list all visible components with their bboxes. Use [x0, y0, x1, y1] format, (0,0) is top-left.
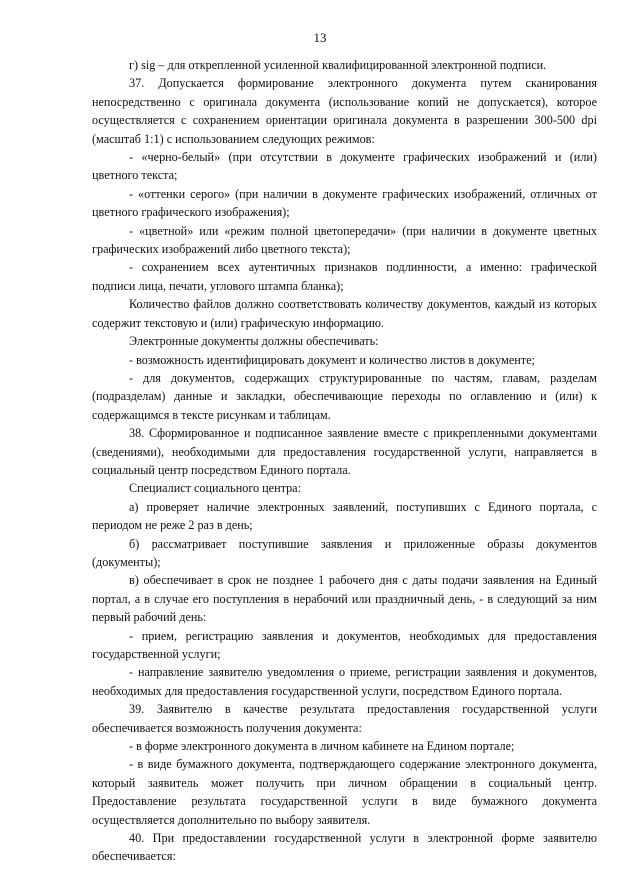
paragraph-39: 39. Заявителю в качестве результата предоставления государственной услуги обеспечивается возможность получения документа: [92, 702, 597, 735]
paragraph-38: 38. Сформированное и подписанное заявление вместе с прикрепленными документами (сведениями), необходимыми для предоставления государственной услуги, направляется в социальный центр посредством Единого портала. [92, 426, 597, 477]
paragraph-40: 40. При предоставлении государственной услуги в электронной форме заявителю обеспечивается: [92, 831, 597, 864]
list-item-identification: - возможность идентифицировать документ и количество листов в документе; [129, 352, 535, 367]
list-item-notification: - направление заявителю уведомления о приеме, регистрации заявления и документов, необходимых для предоставления государственной услуги, посредством Единого портала. [92, 665, 597, 698]
paragraph-file-count: Количество файлов должно соответствовать количеству документов, каждый из которых содержит текстовую и (или) графическую информацию. [92, 297, 597, 330]
list-item-b: б) рассматривает поступившие заявления и приложенные образы документов (документы); [92, 536, 597, 569]
list-item-c: в) обеспечивает в срок не позднее 1 рабочего дня с даты подачи заявления на Единый портал, а в случае его поступления в нерабочий или праздничный день, - в следующий за ним первый рабочий день: [92, 573, 597, 625]
list-item-black-white: - «черно-белый» (при отсутствии в документе графических изображений и (или) цветного текста; [92, 150, 597, 183]
list-item-color: - «цветной» или «режим полной цветопередачи» (при наличии в документе цветных графических изображений либо цветного текста); [92, 223, 597, 257]
list-item-structured-docs: - для документов, содержащих структурированные по частям, главам, разделам (подразделам) данные и закладки, обеспечивающие переходы по оглавлению и (или) к содержащимся в тексте рисункам и таблицам. [92, 370, 597, 422]
list-item-registration: - прием, регистрацию заявления и документов, необходимых для предоставления государственной услуги; [92, 628, 597, 661]
document-body [92, 56, 597, 866]
list-item-a: а) проверяет наличие электронных заявлений, поступивших с Единого портала, с периодом не реже 2 раз в день; [92, 499, 597, 533]
paragraph-sig-item: г) sig – для открепленной усиленной квалифицированной электронной подписи. [129, 58, 547, 72]
list-item-grayscale: - «оттенки серого» (при наличии в документе графических изображений, отличных от цветного графического изображения); [92, 186, 597, 220]
paragraph-specialist-intro: Специалист социального центра: [129, 481, 301, 496]
list-item-authenticity: - сохранением всех аутентичных признаков подлинности, а именно: графической подписи лица, печати, углового штампа бланка); [92, 260, 597, 293]
list-item-electronic-form: - в форме электронного документа в личном кабинете на Едином портале; [129, 739, 515, 754]
paragraph-37: 37. Допускается формирование электронного документа путем сканирования непосредственно с оригинала документа (использование копий не допускается), которое осуществляется с сохранением ориентации оригинала документа в разрешении 300-500 dpi (масштаб 1:1) с использованием следующих режимов: [92, 76, 597, 146]
page-number: 13 [313, 30, 327, 45]
list-item-paper-form: - в виде бумажного документа, подтверждающего содержание электронного документа, который заявитель может получить при личном обращении в социальный центр. Предоставление результата государственной услуги в виде бумажного документа осуществляется дополнительно по выбору заявителя. [92, 757, 597, 827]
paragraph-requirements-intro: Электронные документы должны обеспечивать: [129, 334, 379, 349]
